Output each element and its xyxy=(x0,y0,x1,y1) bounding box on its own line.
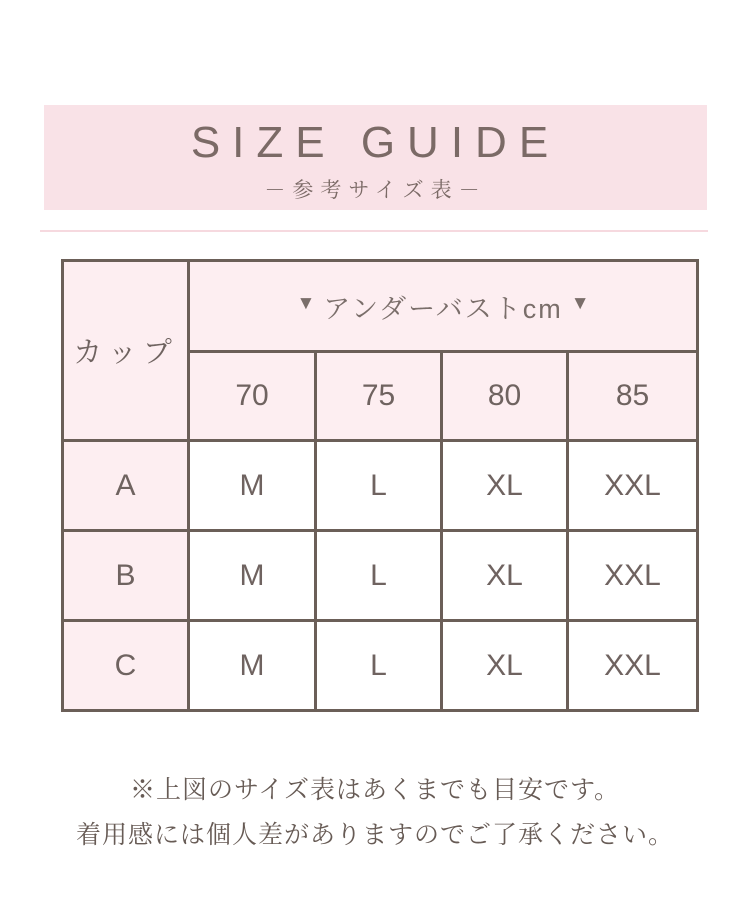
size-cell: XXL xyxy=(568,621,698,711)
triangle-down-icon: ▼ xyxy=(296,293,316,314)
size-cell: M xyxy=(189,441,316,531)
size-cell: L xyxy=(316,531,442,621)
cup-cell: B xyxy=(63,531,189,621)
section-divider xyxy=(40,230,708,232)
footer-note xyxy=(0,768,750,858)
cup-header-cell: カップ xyxy=(63,261,189,441)
size-cell: L xyxy=(316,441,442,531)
size-cell: L xyxy=(316,621,442,711)
size-guide-banner xyxy=(44,105,707,210)
size-cell: M xyxy=(189,621,316,711)
cup-cell: A xyxy=(63,441,189,531)
banner-title: SIZE GUIDE xyxy=(190,118,561,167)
column-header-80: 80 xyxy=(442,352,568,441)
size-cell: XXL xyxy=(568,531,698,621)
footer-note-line2: 着用感には個人差がありますのでご了承ください。 xyxy=(75,821,674,849)
size-cell: XL xyxy=(442,531,568,621)
size-table xyxy=(61,259,699,712)
size-cell: XL xyxy=(442,621,568,711)
footer-note-line1: ※上図のサイズ表はあくまでも目安です。 xyxy=(129,776,620,804)
size-cell: M xyxy=(189,531,316,621)
size-cell: XL xyxy=(442,441,568,531)
triangle-down-icon: ▼ xyxy=(570,293,590,314)
underbust-header-cell xyxy=(189,261,698,352)
table-row-cup-a xyxy=(63,441,698,531)
column-header-85: 85 xyxy=(568,352,698,441)
column-header-75: 75 xyxy=(316,352,442,441)
cup-cell: C xyxy=(63,621,189,711)
table-row-cup-c xyxy=(63,621,698,711)
table-row-cup-b xyxy=(63,531,698,621)
underbust-label: アンダーバストcm xyxy=(323,293,563,324)
underbust-header-row xyxy=(63,261,698,352)
banner-subtitle: －参考サイズ表－ xyxy=(264,179,487,202)
column-header-70: 70 xyxy=(189,352,316,441)
size-cell: XXL xyxy=(568,441,698,531)
